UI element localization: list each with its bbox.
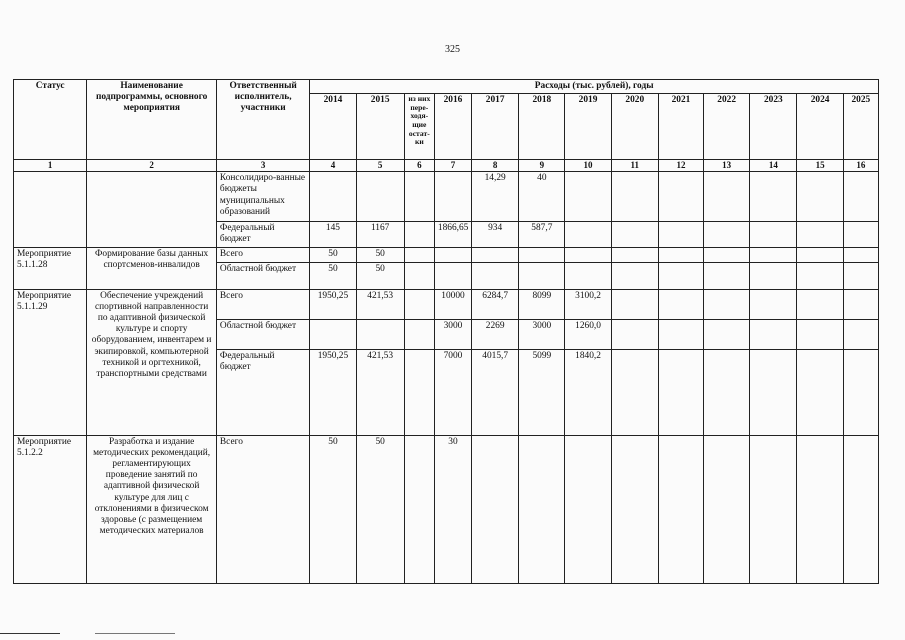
row-value	[472, 435, 519, 583]
row-value	[843, 222, 878, 247]
row-participant: Всего	[216, 247, 309, 262]
header-year: 2023	[750, 94, 797, 160]
row-value	[797, 222, 843, 247]
row-value	[797, 172, 843, 222]
row-value	[704, 435, 750, 583]
row-value	[750, 222, 797, 247]
row-value	[356, 319, 404, 349]
row-value	[704, 319, 750, 349]
row-value	[797, 247, 843, 262]
row-value	[658, 172, 703, 222]
row-value: 1866,65	[434, 222, 471, 247]
row-value: 421,53	[356, 289, 404, 319]
column-number: 7	[434, 160, 471, 172]
table-row	[14, 172, 879, 222]
header-year: 2022	[704, 94, 750, 160]
row-value: 8099	[519, 289, 565, 319]
row-name	[87, 172, 217, 247]
row-value	[704, 289, 750, 319]
scan-edge-line	[0, 633, 60, 634]
header-expenses: Расходы (тыс. рублей), годы	[310, 80, 879, 94]
row-value: 30	[434, 435, 471, 583]
table-row	[14, 247, 879, 262]
row-status: Мероприятие 5.1.1.29	[14, 289, 87, 435]
column-number: 4	[310, 160, 356, 172]
column-number: 10	[565, 160, 611, 172]
header-year: 2014	[310, 94, 356, 160]
header-status: Статус	[14, 80, 87, 160]
row-value: 7000	[434, 349, 471, 435]
row-value: 934	[472, 222, 519, 247]
row-value	[658, 349, 703, 435]
row-participant: Всего	[216, 435, 309, 583]
row-participant: Всего	[216, 289, 309, 319]
row-value	[797, 319, 843, 349]
row-participant: Областной бюджет	[216, 319, 309, 349]
row-value	[611, 222, 658, 247]
row-value	[565, 172, 611, 222]
table-body	[14, 172, 879, 583]
column-number: 9	[519, 160, 565, 172]
row-value	[434, 247, 471, 262]
row-value	[658, 222, 703, 247]
header-year: 2019	[565, 94, 611, 160]
row-value	[472, 262, 519, 289]
row-value	[310, 319, 356, 349]
row-value	[750, 262, 797, 289]
header-year: 2017	[472, 94, 519, 160]
column-number: 16	[843, 160, 878, 172]
header-year: 2025	[843, 94, 878, 160]
row-value	[843, 247, 878, 262]
row-value	[565, 262, 611, 289]
header-year: из них пере-ходя-щие остат-ки	[404, 94, 434, 160]
row-value	[658, 289, 703, 319]
scan-edge-line	[95, 633, 175, 634]
row-status: Мероприятие 5.1.1.28	[14, 247, 87, 289]
row-value	[750, 247, 797, 262]
column-number-row	[14, 160, 879, 172]
row-value: 50	[356, 435, 404, 583]
row-value	[750, 289, 797, 319]
header-name: Наименование подпрограммы, основного мероприятия	[87, 80, 217, 160]
row-value	[704, 172, 750, 222]
row-value	[611, 172, 658, 222]
row-value	[843, 349, 878, 435]
row-participant: Федеральный бюджет	[216, 222, 309, 247]
column-number: 14	[750, 160, 797, 172]
row-value	[472, 247, 519, 262]
table-row	[14, 289, 879, 319]
header-year: 2020	[611, 94, 658, 160]
row-value: 1950,25	[310, 349, 356, 435]
row-value: 3000	[434, 319, 471, 349]
row-value	[310, 172, 356, 222]
row-value	[404, 289, 434, 319]
row-participant: Областной бюджет	[216, 262, 309, 289]
row-value	[404, 349, 434, 435]
column-number: 1	[14, 160, 87, 172]
header-year: 2018	[519, 94, 565, 160]
row-status: Мероприятие 5.1.2.2	[14, 435, 87, 583]
header-year: 2016	[434, 94, 471, 160]
row-status	[14, 172, 87, 247]
row-value	[565, 435, 611, 583]
row-value	[704, 262, 750, 289]
column-number: 5	[356, 160, 404, 172]
row-participant: Федеральный бюджет	[216, 349, 309, 435]
row-value: 50	[356, 262, 404, 289]
table-row	[14, 435, 879, 583]
row-value	[797, 262, 843, 289]
row-value	[611, 349, 658, 435]
row-value	[404, 172, 434, 222]
expenses-table	[13, 79, 879, 584]
header-year: 2021	[658, 94, 703, 160]
row-value	[704, 247, 750, 262]
row-value	[797, 349, 843, 435]
column-number: 12	[658, 160, 703, 172]
header-year: 2015	[356, 94, 404, 160]
row-value	[434, 262, 471, 289]
row-value	[519, 262, 565, 289]
column-number: 13	[704, 160, 750, 172]
row-value: 3100,2	[565, 289, 611, 319]
row-value	[704, 349, 750, 435]
row-value	[658, 319, 703, 349]
row-value: 3000	[519, 319, 565, 349]
column-number: 11	[611, 160, 658, 172]
row-value	[658, 247, 703, 262]
header-row-top	[14, 80, 879, 94]
column-number: 2	[87, 160, 217, 172]
row-value: 40	[519, 172, 565, 222]
row-value: 145	[310, 222, 356, 247]
row-value	[434, 172, 471, 222]
row-participant: Консолидиро-ванные бюджеты муниципальных образований	[216, 172, 309, 222]
row-value: 50	[310, 262, 356, 289]
row-value	[843, 319, 878, 349]
row-value: 587,7	[519, 222, 565, 247]
row-value: 5099	[519, 349, 565, 435]
row-name: Обеспечение учреждений спортивной направленности по адаптивной физической культуре и спорту оборудованием, инвентарем и экипировкой, компьютерной техникой и оргтехникой, транспортными средствами	[87, 289, 217, 435]
row-value	[519, 435, 565, 583]
column-number: 3	[216, 160, 309, 172]
row-value: 14,29	[472, 172, 519, 222]
row-value	[404, 222, 434, 247]
row-value	[843, 172, 878, 222]
column-number: 8	[472, 160, 519, 172]
row-value: 50	[310, 435, 356, 583]
row-value	[797, 289, 843, 319]
row-value	[404, 262, 434, 289]
row-value	[611, 435, 658, 583]
row-value	[797, 435, 843, 583]
row-value: 50	[356, 247, 404, 262]
row-name: Формирование базы данных спортсменов-инвалидов	[87, 247, 217, 289]
row-value	[611, 289, 658, 319]
row-value	[611, 319, 658, 349]
page-number: 325	[445, 44, 460, 55]
row-value: 1167	[356, 222, 404, 247]
header-year: 2024	[797, 94, 843, 160]
row-value	[704, 222, 750, 247]
row-name: Разработка и издание методических рекомендаций, регламентирующих проведение занятий по адаптивной физической культуре для лиц с отклонениями в физическом здоровье (с размещением методических материалов	[87, 435, 217, 583]
row-value	[750, 172, 797, 222]
row-value: 4015,7	[472, 349, 519, 435]
row-value	[404, 435, 434, 583]
row-value: 1840,2	[565, 349, 611, 435]
row-value	[843, 435, 878, 583]
row-value: 50	[310, 247, 356, 262]
row-value	[750, 435, 797, 583]
row-value	[750, 319, 797, 349]
row-value	[750, 349, 797, 435]
row-value	[519, 247, 565, 262]
row-value	[356, 172, 404, 222]
row-value: 421,53	[356, 349, 404, 435]
row-value	[404, 247, 434, 262]
row-value: 1260,0	[565, 319, 611, 349]
row-value	[658, 435, 703, 583]
row-value	[565, 222, 611, 247]
row-value: 10000	[434, 289, 471, 319]
column-number: 15	[797, 160, 843, 172]
row-value: 1950,25	[310, 289, 356, 319]
row-value	[611, 262, 658, 289]
header-responsible: Ответственный исполнитель, участники	[216, 80, 309, 160]
row-value	[843, 289, 878, 319]
row-value	[658, 262, 703, 289]
row-value	[843, 262, 878, 289]
row-value	[404, 319, 434, 349]
row-value	[611, 247, 658, 262]
row-value	[565, 247, 611, 262]
row-value: 6284,7	[472, 289, 519, 319]
row-value: 2269	[472, 319, 519, 349]
column-number: 6	[404, 160, 434, 172]
